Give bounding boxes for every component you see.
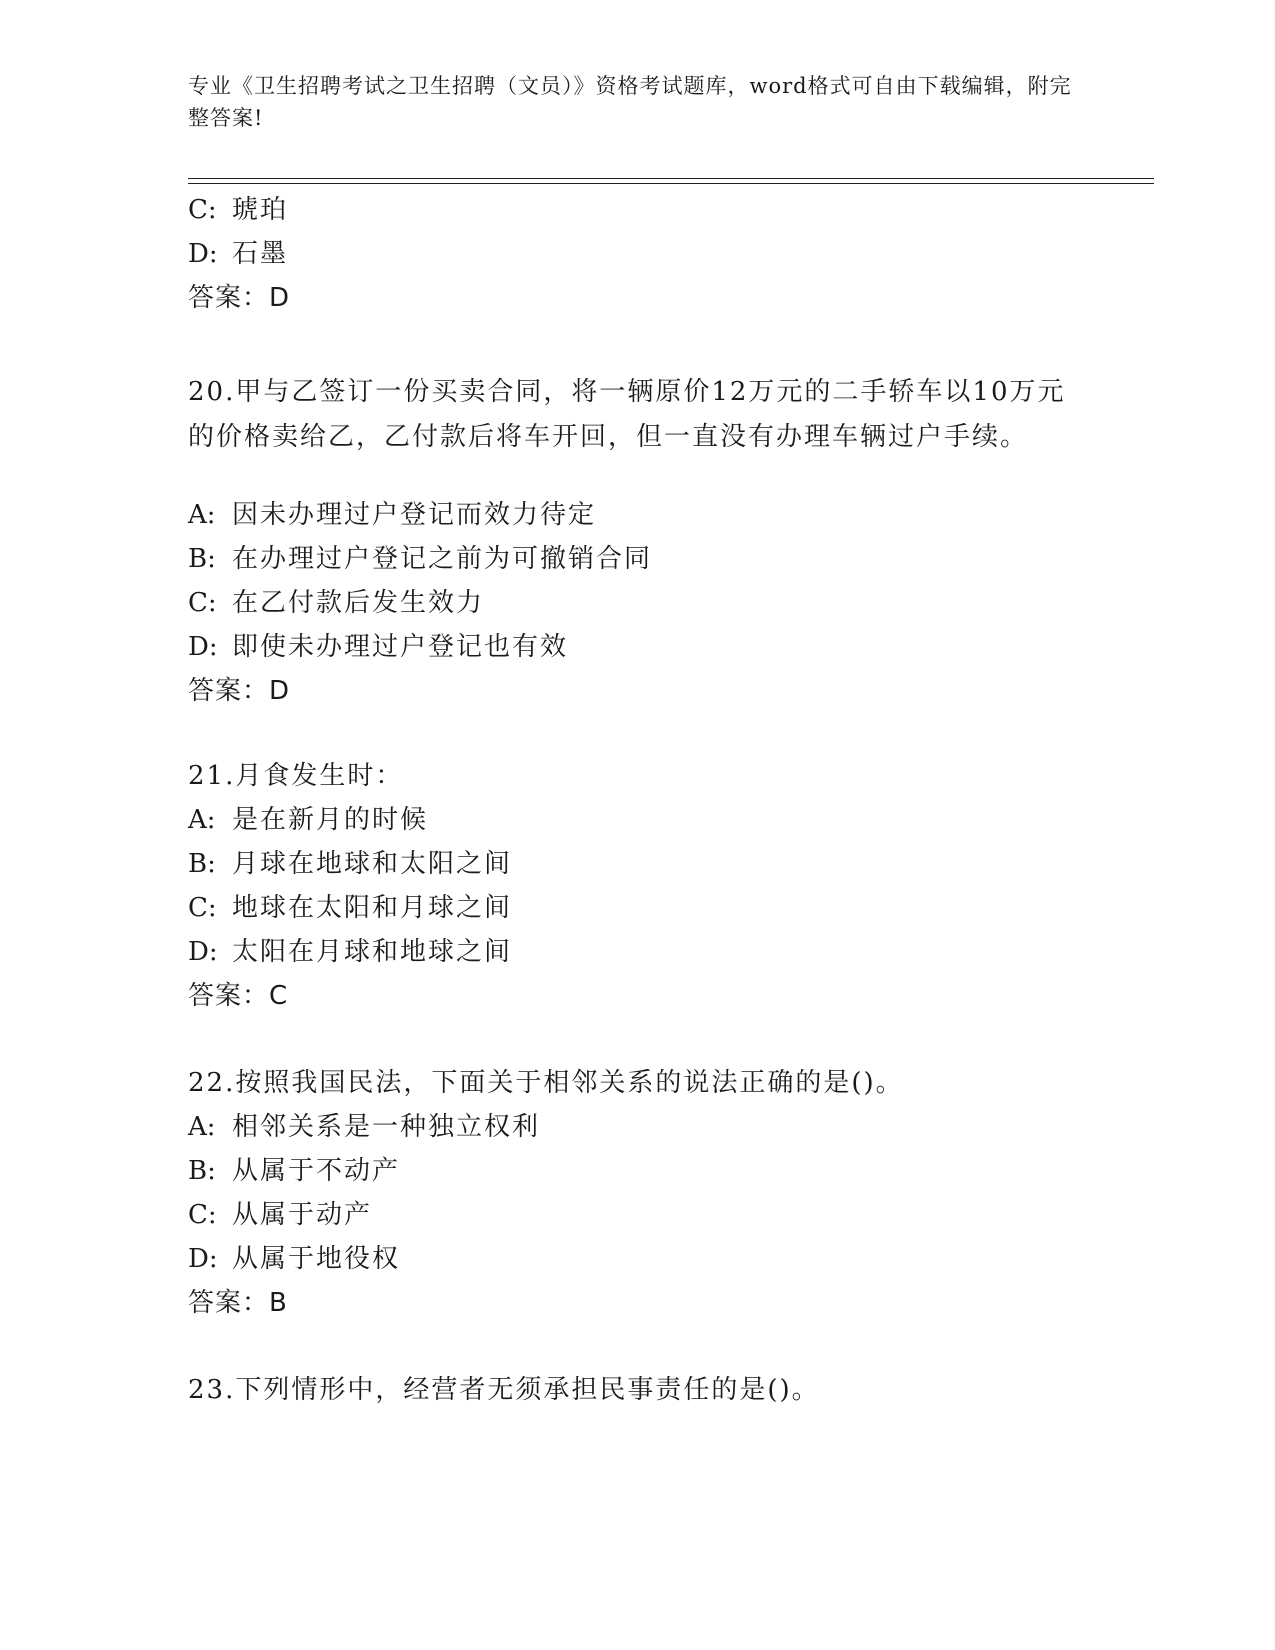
q20-option-d (188, 630, 568, 664)
q22-option-b (188, 1154, 400, 1188)
q21-option-a (188, 803, 428, 837)
option-label: A: (188, 1112, 216, 1142)
q20-text: 20.甲与乙签订一份买卖合同，将一辆原价12万元的二手轿车以10万元的价格卖给乙，乙付款后将车开回，但一直没有办理车辆过户手续。 (188, 377, 1066, 452)
q22-option-c (188, 1198, 372, 1232)
option-label: D: (188, 1244, 218, 1274)
document-header: 专业《卫生招聘考试之卫生招聘（文员）》资格考试题库，word格式可自由下载编辑，附完整答案! (188, 74, 1072, 130)
option-label: B: (188, 849, 216, 879)
option-text: 从属于不动产 (232, 1156, 401, 1186)
option-label: A: (188, 500, 216, 530)
q20-option-b (188, 542, 652, 576)
option-label: A: (188, 805, 216, 835)
option-label: C: (188, 195, 217, 225)
q21-answer: 答案：C (188, 981, 289, 1011)
q19-option-c (188, 193, 288, 227)
option-text: 石墨 (232, 239, 289, 269)
option-text: 相邻关系是一种独立权利 (232, 1112, 541, 1142)
option-label: D: (188, 239, 218, 269)
option-text: 地球在太阳和月球之间 (232, 893, 513, 923)
option-text: 在乙付款后发生效力 (232, 588, 485, 618)
option-text: 琥珀 (232, 195, 289, 225)
q20-answer: 答案：D (188, 676, 291, 706)
q22-answer: 答案：B (188, 1288, 288, 1318)
q22-option-d (188, 1242, 400, 1276)
option-text: 从属于地役权 (232, 1244, 401, 1274)
q20-option-a (188, 498, 596, 532)
q21-option-d (188, 935, 512, 969)
q21-option-c (188, 891, 512, 925)
header-rule-bottom (188, 183, 1154, 184)
option-text: 从属于动产 (232, 1200, 373, 1230)
option-text: 是在新月的时候 (232, 805, 429, 835)
header-rule-top (188, 178, 1154, 179)
q21-option-b (188, 847, 512, 881)
q19-answer: 答案：D (188, 283, 291, 313)
option-text: 即使未办理过户登记也有效 (232, 632, 569, 662)
option-label: D: (188, 632, 218, 662)
q22-text: 22.按照我国民法，下面关于相邻关系的说法正确的是()。 (188, 1068, 904, 1098)
q21-text: 21.月食发生时： (188, 761, 404, 791)
q22-option-a (188, 1110, 540, 1144)
option-label: D: (188, 937, 218, 967)
q23-text: 23.下列情形中，经营者无须承担民事责任的是()。 (188, 1375, 820, 1405)
option-text: 太阳在月球和地球之间 (232, 937, 513, 967)
option-text: 月球在地球和太阳之间 (232, 849, 513, 879)
q20-option-c (188, 586, 484, 620)
option-text: 因未办理过户登记而效力待定 (232, 500, 597, 530)
option-label: B: (188, 544, 216, 574)
option-label: B: (188, 1156, 216, 1186)
option-label: C: (188, 893, 217, 923)
option-label: C: (188, 1200, 217, 1230)
option-text: 在办理过户登记之前为可撤销合同 (232, 544, 653, 574)
q19-option-d (188, 237, 288, 271)
option-label: C: (188, 588, 217, 618)
